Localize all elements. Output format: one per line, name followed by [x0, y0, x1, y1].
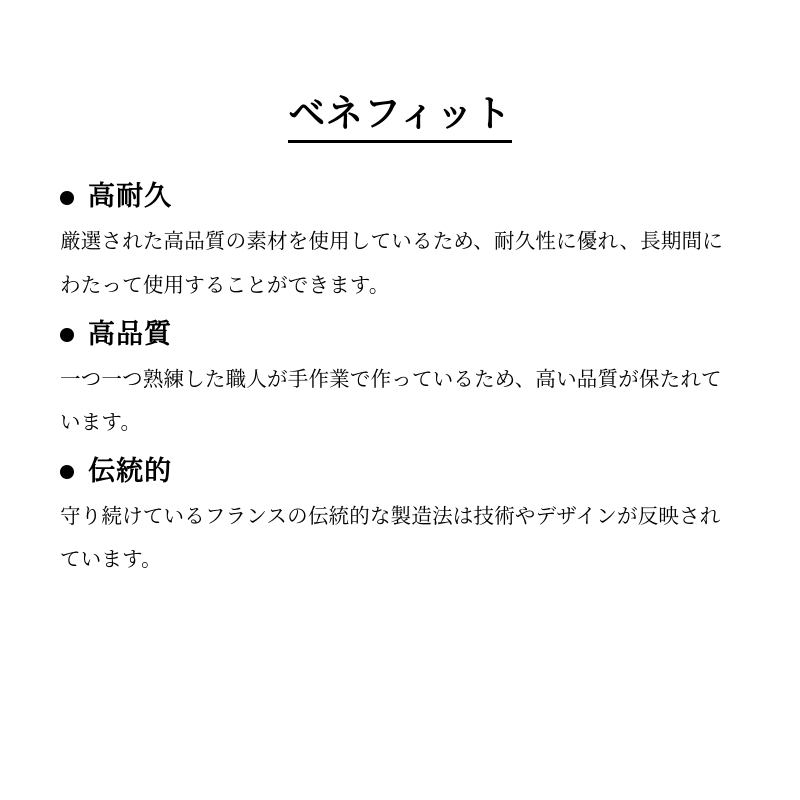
page-title-text: ベネフィット — [288, 92, 511, 143]
filled-circle-bullet-icon — [60, 465, 74, 479]
benefit-section — [60, 179, 740, 306]
benefit-heading — [60, 179, 740, 214]
filled-circle-bullet-icon — [60, 191, 74, 205]
bottom-spacer — [60, 591, 740, 651]
benefit-heading-label: 伝統的 — [88, 455, 173, 487]
benefit-heading — [60, 454, 740, 489]
page-title — [60, 0, 740, 143]
benefit-body-text: 一つ一つ熟練した職人が手作業で作っているため、高い品質が保たれています。 — [60, 366, 722, 434]
benefit-body-text: 厳選された高品質の素材を使用しているため、耐久性に優れ、長期間にわたって使用することができます。 — [60, 229, 723, 297]
benefit-heading-label: 高品質 — [88, 318, 173, 350]
benefits-list — [60, 179, 740, 581]
benefit-heading — [60, 317, 740, 352]
benefit-body-text: 守り続けているフランスの伝統的な製造法は技術やデザインが反映されています。 — [60, 503, 721, 571]
benefit-section — [60, 454, 740, 581]
filled-circle-bullet-icon — [60, 328, 74, 342]
benefit-section — [60, 317, 740, 444]
benefit-heading-label: 高耐久 — [88, 181, 173, 213]
